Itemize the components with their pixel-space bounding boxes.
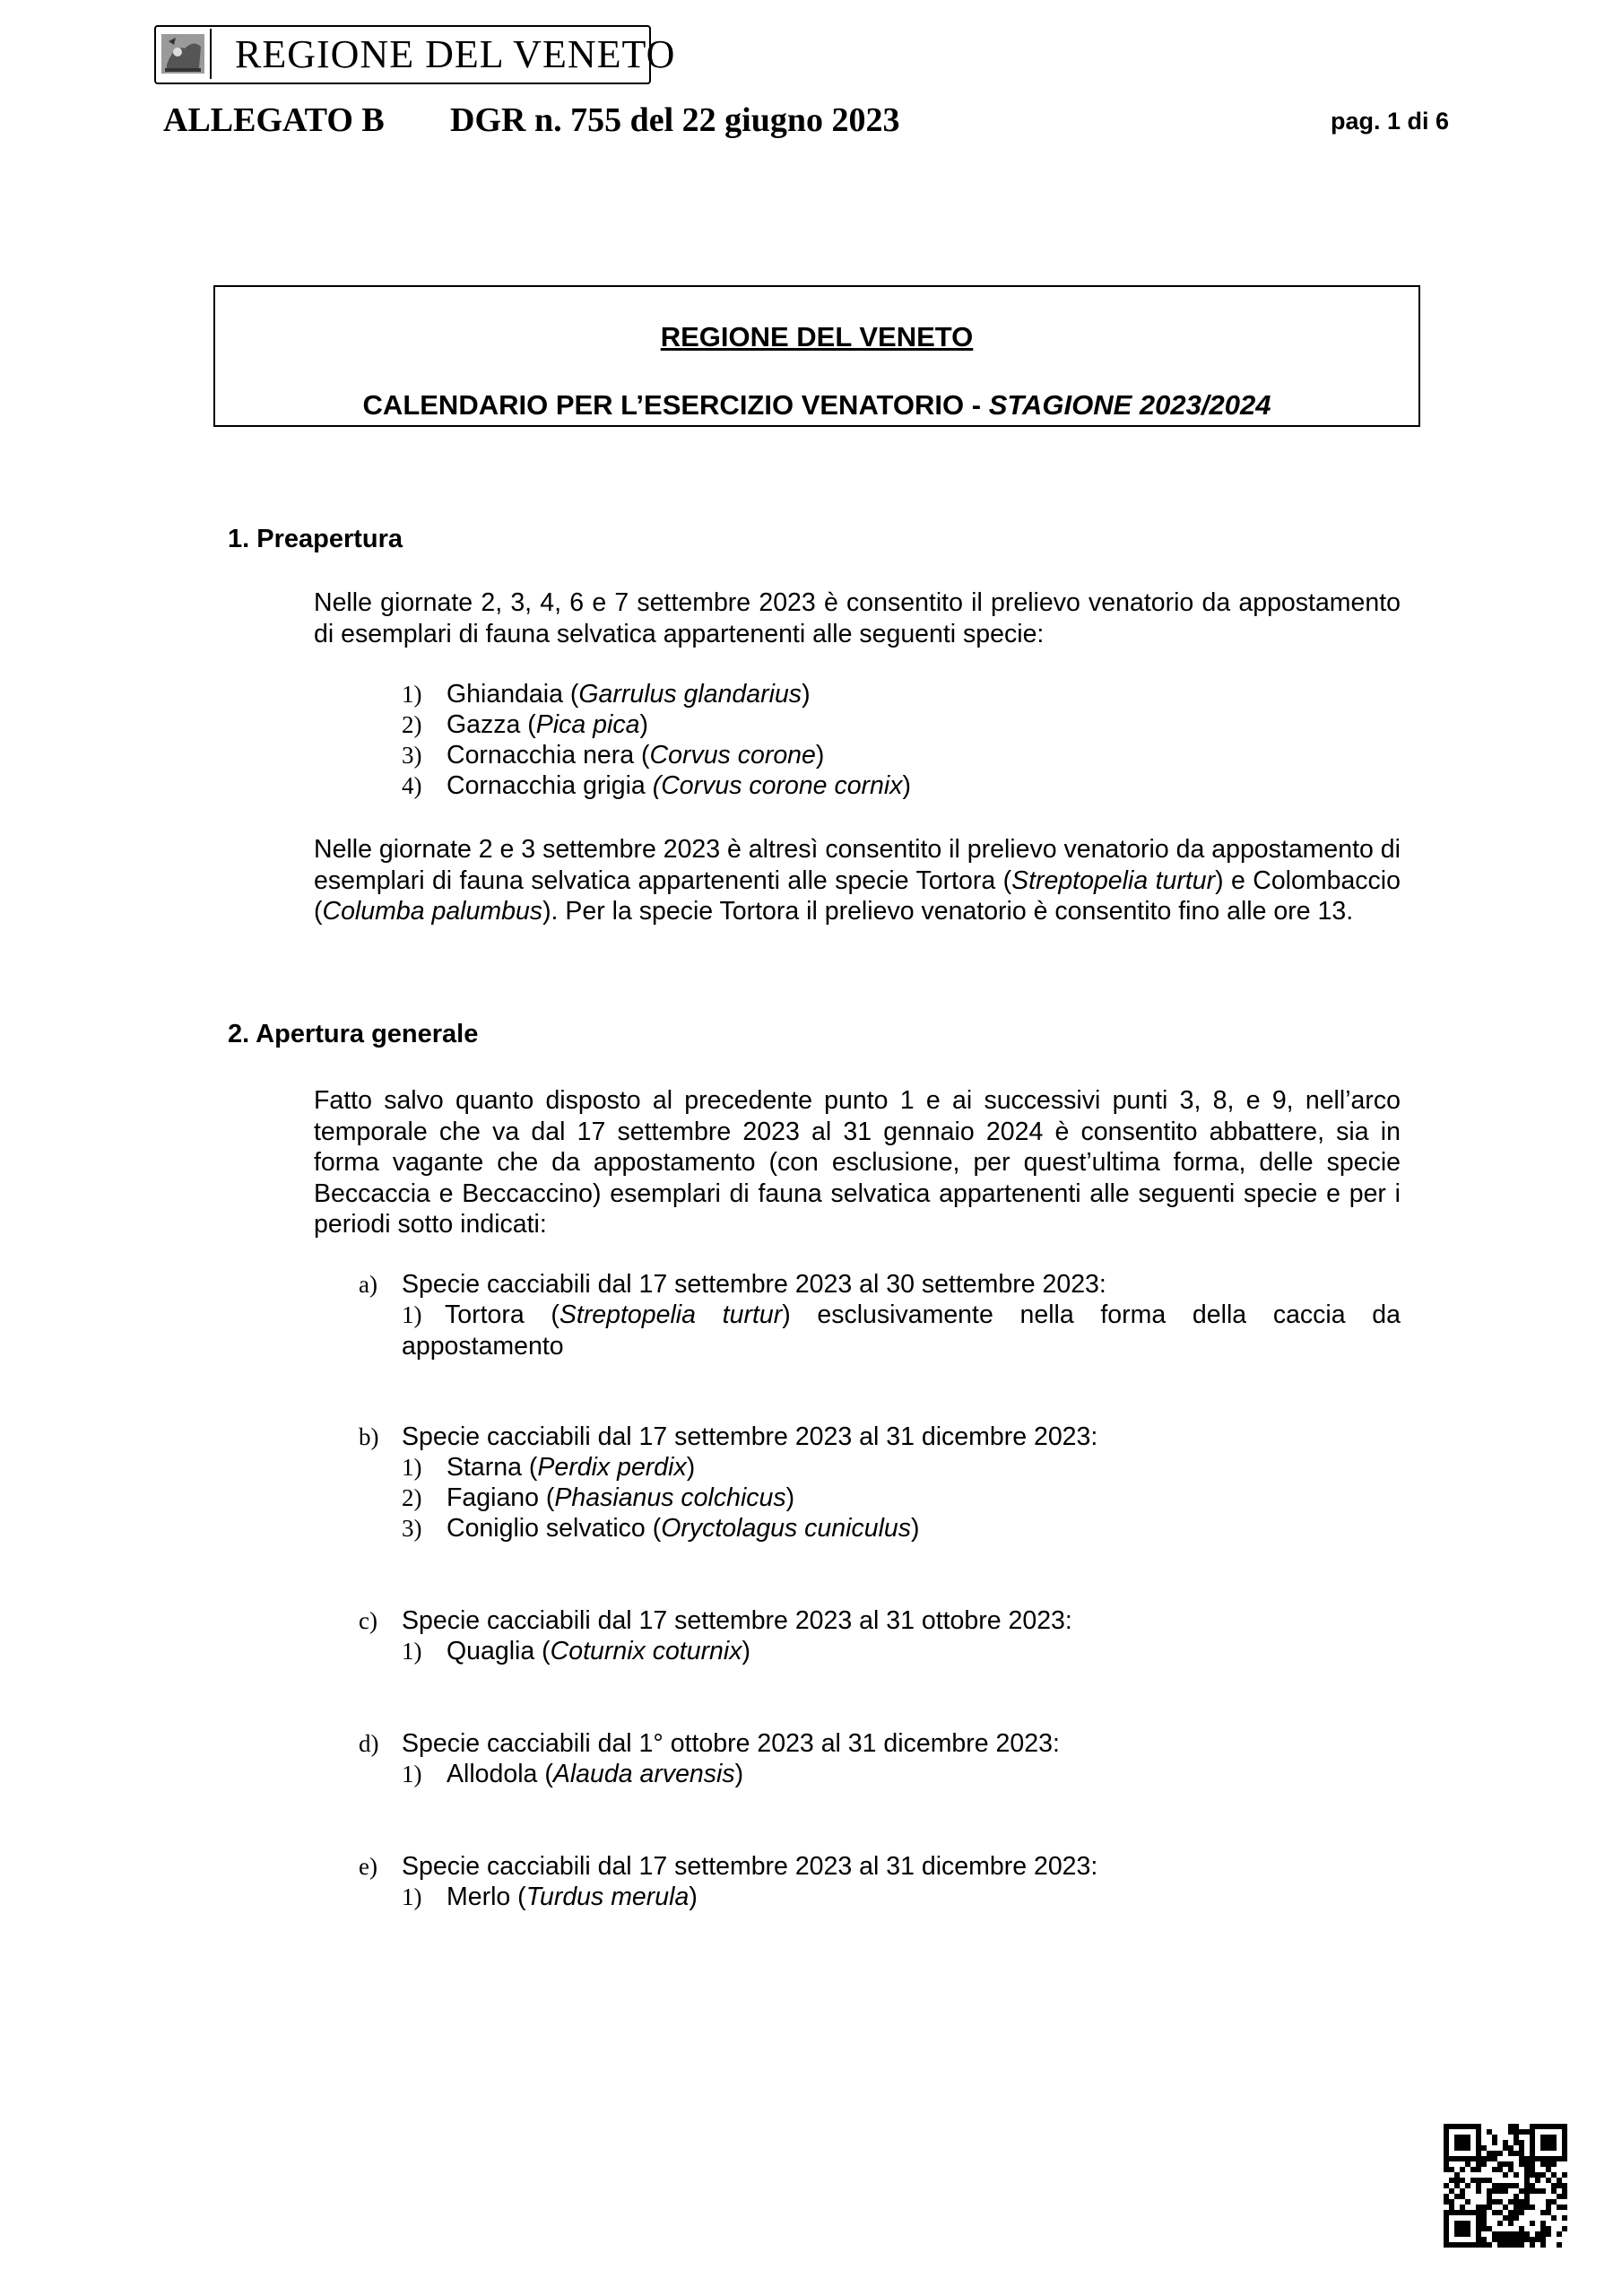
title-region: REGIONE DEL VENETO [660,321,974,352]
list-item: 3) Coniglio selvatico (Oryctolagus cuniculus) [402,1514,920,1543]
document-title-box [213,285,1420,427]
list-item: 2) Gazza (Pica pica) [402,710,648,739]
list-item: 2) Fagiano (Phasianus colchicus) [402,1483,795,1512]
list-item: 1) Merlo (Turdus merula) [402,1883,698,1911]
region-brand-name: REGIONE DEL VENETO [235,32,676,76]
section-2-paragraph: Fatto salvo quanto disposto al precedente punto 1 e ai successivi punti 3, 8, e 9, nell’arco temporale che va dal 17 settembre 2023 al 31 gennaio 2024 è consentito abbattere, sia in forma vagante che da appostamento (con esclusione, per quest’ultima forma, delle specie Beccaccia e Beccaccino) esemplari di fauna selvatica appartenenti alle seguenti specie e per i periodi sotto indicati: [314,1086,1401,1239]
list-item: 1) Starna (Perdix perdix) [402,1453,696,1482]
list-item: 1) Ghiandaia (Garrulus glandarius) [402,680,811,709]
title-season: STAGIONE 2023/2024 [988,389,1271,421]
species-group-c: c) Specie cacciabili dal 17 settembre 2023 al 31 ottobre 2023: [359,1606,1072,1635]
species-group-d: d) Specie cacciabili dal 1° ottobre 2023 al 31 dicembre 2023: [359,1729,1060,1758]
species-group-a: a) Specie cacciabili dal 17 settembre 2023 al 30 settembre 2023: [359,1270,1106,1299]
section-1-heading: 1. Preapertura [228,525,403,553]
title-calendar: CALENDARIO PER L’ESERCIZIO VENATORIO - STAGIONE 2023/2024 [362,389,1271,421]
qr-code-icon [1444,2124,1567,2248]
species-group-e: e) Specie cacciabili dal 17 settembre 2023 al 31 dicembre 2023: [359,1852,1098,1881]
section-2-heading: 2. Apertura generale [228,1020,479,1048]
section-1-paragraph-2: Nelle giornate 2 e 3 settembre 2023 è altresì consentito il prelievo venatorio da appostamento di esemplari di fauna selvatica appartenenti alle specie Tortora (Streptopelia turtur) e Colombaccio (Columba palumbus). Per la specie Tortora il prelievo venatorio è consentito fino alle ore 13. [314,835,1401,926]
attachment-label: ALLEGATO B [163,101,385,139]
lion-emblem-icon [158,29,212,79]
page-number: pag. 1 di 6 [1331,108,1450,135]
list-item: 4) Cornacchia grigia (Corvus corone cornix) [402,771,911,800]
list-item: 3) Cornacchia nera (Corvus corone) [402,741,825,770]
list-item: 1) Allodola (Alauda arvensis) [402,1760,744,1788]
list-item: 1) Quaglia (Coturnix coturnix) [402,1637,750,1665]
resolution-reference: DGR n. 755 del 22 giugno 2023 [450,101,900,139]
list-item: 1) Tortora (Streptopelia turtur) esclusivamente nella forma della caccia da appostamento [402,1300,1401,1361]
section-1-paragraph-1: Nelle giornate 2, 3, 4, 6 e 7 settembre 2023 è consentito il prelievo venatorio da appostamento di esemplari di fauna selvatica appartenenti alle seguenti specie: [314,588,1401,648]
species-group-b: b) Specie cacciabili dal 17 settembre 2023 al 31 dicembre 2023: [359,1422,1098,1451]
